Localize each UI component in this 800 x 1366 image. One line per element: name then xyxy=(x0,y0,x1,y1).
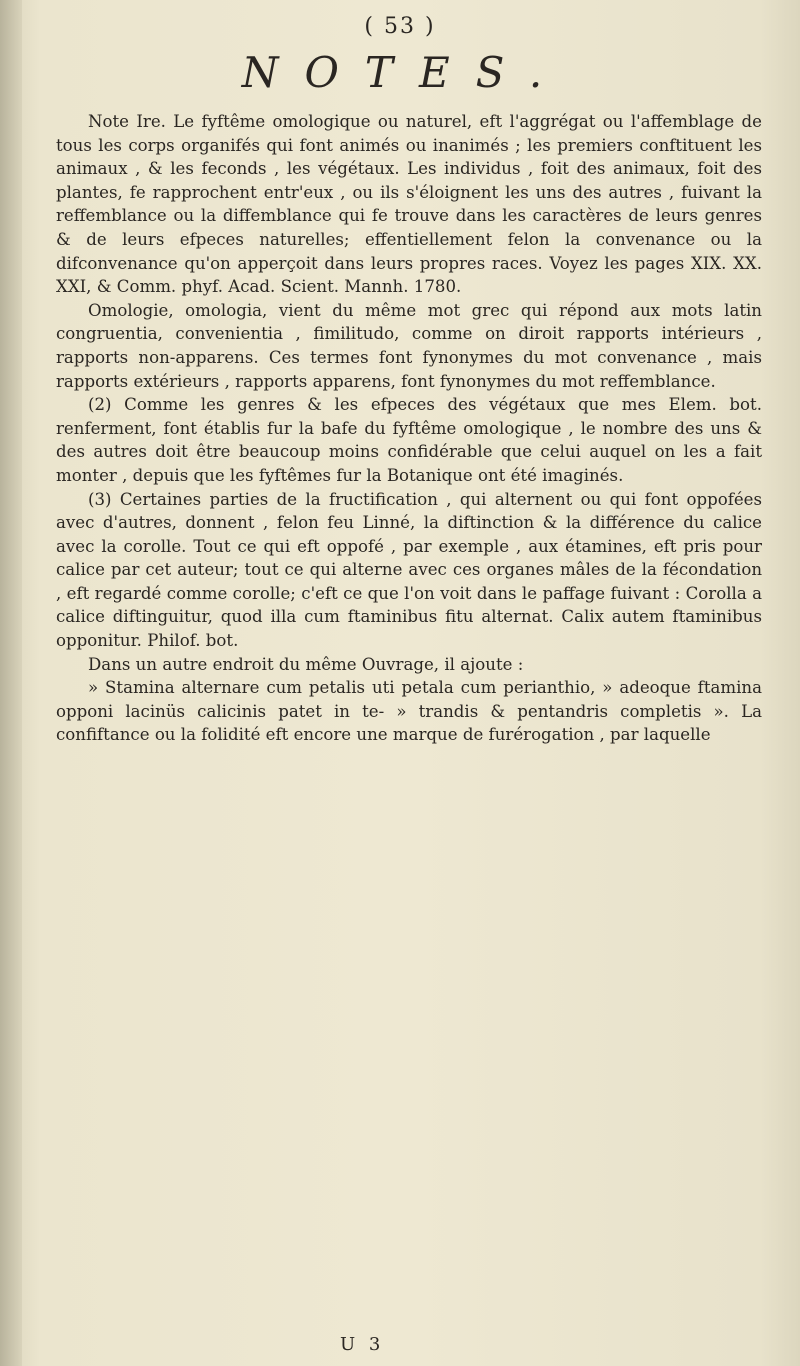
note-paragraph: (2) Comme les genres & les efpeces des végétaux que mes Elem. bot. renferment, font établis fur la bafe du fyftême omologique , le nombre des uns & des autres doit être beaucoup moins confidérable que celui auquel on les a fait monter , depuis que les fyftêmes fur la Botanique ont été imaginés. xyxy=(56,395,762,485)
notes-body xyxy=(56,110,762,747)
page-heading: NOTES. xyxy=(241,48,569,97)
note-paragraph: Note Ire. Le fyftême omologique ou naturel, eft l'aggrégat ou l'affemblage de tous les corps organifés qui font animés ou inanimés ; les premiers conftituent les animaux , & les feconds , les végétaux. Les individus , foit des animaux, foit des plantes, fe rapprochent entr'eux , ou ils s'éloignent les uns des autres , fuivant la reffemblance ou la diffemblance qui fe trouve dans les caractères de leurs genres & de leurs efpeces naturelles; effentiellement felon la convenance ou la difconvenance qu'on apperçoit dans leurs propres races. Voyez les pages XIX. XX. XXI, & Comm. phyf. Acad. Scient. Mannh. 1780. xyxy=(56,112,762,297)
page-edge xyxy=(0,0,22,1366)
note-paragraph: Dans un autre endroit du même Ouvrage, il ajoute : xyxy=(88,654,524,674)
latin-quote: » Stamina alternare cum petalis uti petala cum perianthio, » adeoque ftamina opponi lacinüs calicinis patet in te- » trandis & pentandris completis ». La confiftance ou la folidité eft encore une marque de furérogation , par laquelle xyxy=(56,678,762,745)
signature-mark: U 3 xyxy=(340,1334,385,1355)
note-paragraph: Omologie, omologia, vient du même mot grec qui répond aux mots latin congruentia, convenientia , fimilitudo, comme on diroit rapports intérieurs , rapports non-apparens. Ces termes font fynonymes du mot convenance , mais rapports extérieurs , rapports apparens, font fynonymes du mot reffemblance. xyxy=(56,300,762,391)
note-paragraph: (3) Certaines parties de la fructification , qui alternent ou qui font oppofées avec d'autres, donnent , felon feu Linné, la diftinction & la différence du calice avec la corolle. Tout ce qui eft oppofé , par exemple , aux étamines, eft pris pour calice par cet auteur; tout ce qui alterne avec ces organes mâles de la fécondation , eft regardé comme corolle; c'eft ce que l'on voit dans le paffage fuivant : Corolla a calice diftinguitur, quod illa cum ftaminibus fitu alternat. Calix autem ftaminibus opponitur. Philof. bot. xyxy=(56,489,762,651)
page-number: ( 53 ) xyxy=(364,14,436,39)
